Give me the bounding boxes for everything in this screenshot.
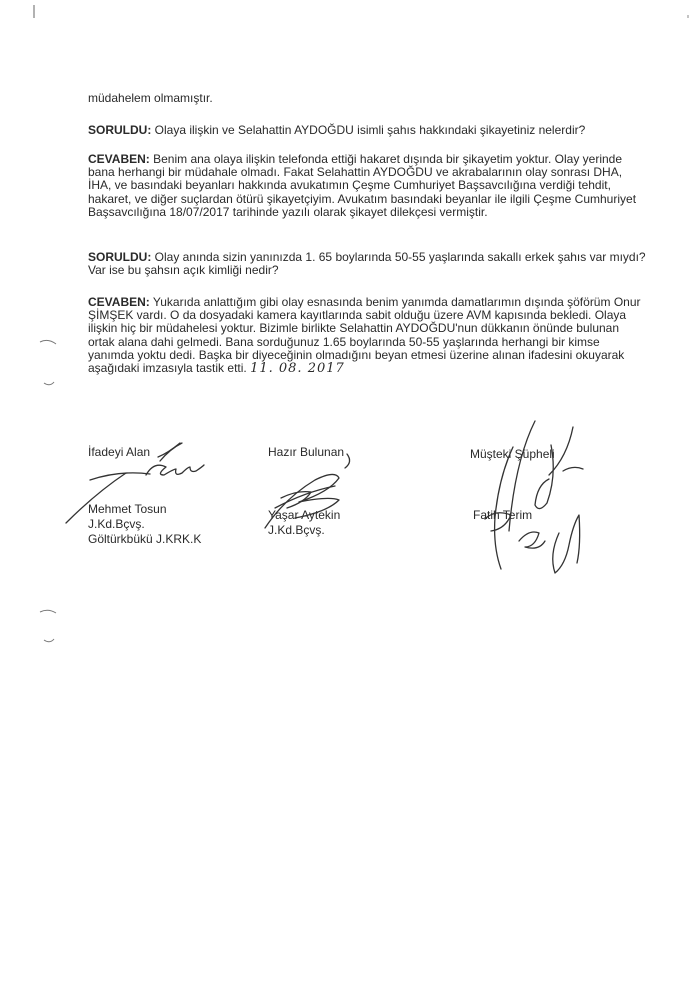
signer-rank-middle: J.Kd.Bçvş. [268,523,325,537]
signature-role-left: İfadeyi Alan [88,445,151,459]
signer-name-right: Fatih Terim [473,508,533,522]
signature-role-right: Müşteki Şüpheli [470,447,555,461]
question-2: SORULDU: Olay anında sizin yanınızda 1. 65 boylarında 50-55 yaşlarında sakallı erkek şahıs var mıydı? Var ise bu şahsın açık kimliği nedir? [88,250,646,278]
signature-role-middle: Hazır Bulunan [268,445,345,459]
signer-rank-left: J.Kd.Bçvş. [88,517,145,531]
signer-unit-left: Göltürkbükü J.KRK.K [88,532,202,546]
signature-right-icon [455,415,605,590]
handwritten-date: 11. 08. 2017 [250,361,345,377]
signature-middle-icon [255,450,375,530]
signer-name-middle: Yaşar Aytekin [268,508,341,522]
question-label: SORULDU: [88,123,152,137]
answer-label: CEVABEN: [88,152,150,166]
question-label: SORULDU: [88,250,152,264]
question-1: SORULDU: Olaya ilişkin ve Selahattin AYDOĞDU isimli şahıs hakkındaki şikayetiniz nelerdir? [88,123,586,137]
answer-2: CEVABEN: Yukarıda anlattığım gibi olay esnasında benim yanımda damatlarımın dışında şöförüm Onur ŞİMŞEK vardı. O da dosyadaki kamera kayıtlarında sabit olduğu üzere AVM kapısında bekledi. Olaya ilişkin hiç bir müdahelesi yoktur. Bizimle birlikte Selahattin AYDOĞDU'nun dükkanın önünde bulunan ortak alana dahi gelmedi. Bana sorduğunuz 1.65 boylarında 50-55 yaşlarında herhangi bir kimse yanımda yoktu dedi. Başka bir diyeceğinin olmadığını beyan etmesi üzerine alınan ifadesini okuyarak aşağıdaki imzasıyla tastik etti. 11. 08. 2017 [88,295,641,377]
signature-left-icon [60,435,230,525]
answer-1: CEVABEN: Benim ana olaya ilişkin telefonda ettiği hakaret dışında bir şikayetim yoktur. Olay yerinde bana herhangi bir müdahale olmadı. Fakat Selahattin AYDOĞDU ve akrabalarının olay sonrası DHA, İHA, ve basındaki beyanları hakkında avukatımın Çeşme Cumhuriyet Başsavcılığına verdiği tehdit, hakaret, ve diğer suçlardan ötürü şikayetçiyim. Avukatım basındaki beyanlar ile ilgili Çeşme Cumhuriyet Başsavcılığına 18/07/2017 tarihinde yazılı olarak şikayet dilekçesi vermiştir. [88,152,637,219]
signer-name-left: Mehmet Tosun [88,502,167,516]
paragraph-continuation: müdahelem olmamıştır. [88,91,213,105]
answer-label: CEVABEN: [88,295,150,309]
